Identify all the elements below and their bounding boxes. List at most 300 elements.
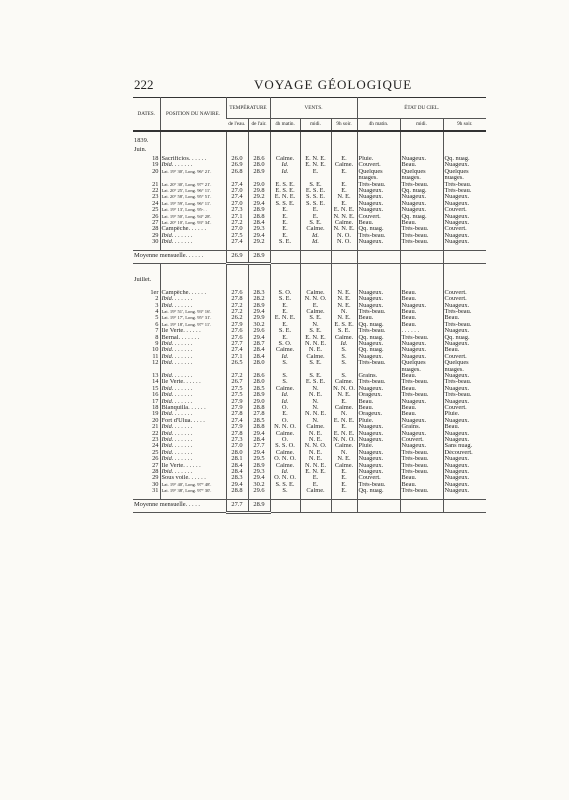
cell-temp-air: 28.5 (248, 386, 270, 392)
cell-sky-noon: Nuageux. (400, 341, 443, 347)
cell-wind-morning: Calme. (270, 347, 300, 353)
cell-wind-morning: S. S. E. (270, 482, 300, 488)
cell-sky-morning: Très-beau. (357, 482, 400, 488)
cell-wind-noon: E. S. E. (300, 379, 331, 385)
cell-sky-noon: Beau. (400, 309, 443, 315)
cell-wind-evening: E. (331, 469, 357, 475)
cell-sky-noon: Nuageux. (400, 399, 443, 405)
cell-temp-water: 28.1 (226, 456, 248, 462)
cell-temp-air: 28.9 (248, 169, 270, 175)
cell-wind-noon: S. S. E. (300, 194, 331, 200)
cell-position: Ibid. . . . . . . (160, 424, 226, 430)
col-vent-midi: midi. (300, 119, 331, 132)
cell-wind-evening: N. E. (331, 194, 357, 200)
cell-wind-noon: N. N. O. (300, 296, 331, 302)
cell-temp-air: 29.0 (248, 399, 270, 405)
cell-sky-morning: Nuageux. (357, 424, 400, 430)
col-temp-eau: de l'eau. (226, 119, 248, 132)
cell-position: Lat. 19° 18', Long. 97° 11'. (160, 322, 226, 328)
cell-wind-evening: S. (331, 354, 357, 360)
cell-sky-evening: Couvert. (443, 296, 486, 302)
cell-date: 28 (152, 469, 159, 476)
cell-temp-air: 28.4 (248, 220, 270, 226)
cell-date: 29 (152, 475, 159, 482)
cell-sky-evening: Nuageux. (443, 418, 486, 424)
cell-sky-morning: Très-beau. (357, 360, 400, 366)
cell-position: Bernal. . . . . . . (160, 335, 226, 341)
cell-wind-morning: E. (270, 322, 300, 328)
cell-sky-noon: Beau. (400, 405, 443, 411)
cell-sky-morning: Très-beau. (357, 182, 400, 188)
cell-sky-morning: Très-beau. (357, 328, 400, 334)
cell-sky-noon: Très-beau. (400, 469, 443, 475)
cell-temp-air: 29.3 (248, 469, 270, 475)
cell-wind-noon: Calme. (300, 488, 331, 494)
cell-sky-noon: Beau. (400, 315, 443, 321)
cell-position: Ibid. . . . . . . (160, 450, 226, 456)
cell-wind-noon: N. E. (300, 392, 331, 398)
cell-temp-air: 28.7 (248, 341, 270, 347)
cell-sky-noon: Nuageux. (400, 354, 443, 360)
cell-temp-water: 27.1 (226, 354, 248, 360)
cell-sky-morning: Nuageux. (357, 386, 400, 392)
cell-sky-morning: Pluie. (357, 443, 400, 449)
cell-wind-noon: Id. (300, 233, 331, 239)
cell-sky-morning: Nuageux. (357, 207, 400, 213)
cell-sky-morning: Beau. (357, 405, 400, 411)
cell-wind-evening: E. (331, 488, 357, 494)
cell-sky-evening: Très-beau. (443, 309, 486, 315)
cell-sky-morning: Beau. (357, 220, 400, 226)
cell-temp-air: 29.4 (248, 201, 270, 207)
cell-wind-noon: N. (300, 418, 331, 424)
cell-wind-evening: E. (331, 482, 357, 488)
cell-sky-evening: Très-beau. (443, 379, 486, 385)
cell-date: 19 (152, 411, 159, 418)
average-label-june: Moyenne mensuelle. . . . . . (133, 250, 226, 263)
cell-sky-evening: Très-beau. (443, 182, 486, 188)
cell-date: 23 (152, 194, 159, 201)
cell-wind-morning: Id. (270, 392, 300, 398)
cell-sky-noon: Beau. (400, 475, 443, 481)
cell-wind-morning: S. O. (270, 341, 300, 347)
average-air-june: 28.9 (248, 250, 270, 263)
cell-temp-water: 27.4 (226, 239, 248, 245)
cell-wind-noon: S. E. (300, 220, 331, 226)
cell-sky-evening: Nuageux. (443, 463, 486, 469)
cell-position: Campêche. . . . . . (160, 290, 226, 296)
cell-date: 15 (152, 385, 159, 392)
cell-sky-evening: Nuageux. (443, 488, 486, 494)
cell-temp-water: 28.4 (226, 463, 248, 469)
cell-temp-water: 26.5 (226, 360, 248, 366)
cell-sky-noon: Beau. (400, 373, 443, 379)
cell-position: Ibid. . . . . . . (160, 354, 226, 360)
average-air-july: 28.9 (248, 499, 270, 512)
average-label-july: Moyenne mensuelle. . . . . (133, 499, 226, 512)
cell-sky-noon: . . . . . . (400, 328, 443, 334)
cell-wind-evening: E. N. E. (331, 418, 357, 424)
cell-position: Ibid. . . . . . . (160, 392, 226, 398)
cell-date: 28 (152, 226, 159, 233)
cell-temp-water: 27.0 (226, 201, 248, 207)
cell-wind-evening: E. (331, 156, 357, 162)
cell-temp-air: 29.4 (248, 335, 270, 341)
cell-sky-noon: Beau. (400, 162, 443, 168)
cell-wind-morning: Id. (270, 162, 300, 168)
cell-sky-evening: Nuageux. (443, 469, 486, 475)
cell-sky-morning: Très-beau. (357, 379, 400, 385)
cell-wind-morning: E. (270, 233, 300, 239)
cell-temp-water: 27.0 (226, 443, 248, 449)
cell-sky-morning: Nuageux. (357, 239, 400, 245)
cell-wind-evening: S. (331, 360, 357, 366)
cell-wind-morning: Id. (270, 399, 300, 405)
cell-temp-water: 27.7 (226, 341, 248, 347)
cell-sky-morning: Nuageux. (357, 354, 400, 360)
cell-wind-morning: E. (270, 226, 300, 232)
cell-wind-morning: Id. (270, 469, 300, 475)
cell-wind-evening: E. N. E. (331, 207, 357, 213)
col-etat-ciel: ÉTAT DU CIEL. (357, 98, 486, 119)
cell-sky-morning: Nuageux. (357, 437, 400, 443)
cell-temp-water: 27.5 (226, 392, 248, 398)
cell-sky-morning: Grains. (357, 373, 400, 379)
cell-wind-noon: E. N. E. (300, 335, 331, 341)
running-title: VOYAGE GÉOLOGIQUE (254, 77, 413, 92)
cell-sky-evening: Couvert. (443, 290, 486, 296)
cell-sky-noon: Très-beau. (400, 488, 443, 494)
cell-wind-noon: E. (300, 207, 331, 213)
cell-wind-noon: N. N. O. (300, 443, 331, 449)
cell-position: Fort d'Ulua. . . . . (160, 418, 226, 424)
cell-position: Ibid. . . . . . . (160, 437, 226, 443)
cell-wind-evening: E. (331, 201, 357, 207)
cell-wind-evening: N. (331, 309, 357, 315)
cell-temp-air: 29.6 (248, 488, 270, 494)
cell-wind-noon: E. (300, 303, 331, 309)
cell-sky-evening: Qq. nuag. (443, 156, 486, 162)
cell-position: Ile Verte. . . . . . (160, 379, 226, 385)
cell-temp-water: 26.9 (226, 162, 248, 168)
cell-wind-noon: Calme. (300, 290, 331, 296)
cell-wind-evening: N. N. E. (331, 214, 357, 220)
cell-position: Ibid. . . . . . . (160, 233, 226, 239)
cell-wind-evening: Calme. (331, 335, 357, 341)
june-section (133, 131, 486, 246)
cell-temp-water: 27.2 (226, 303, 248, 309)
cell-sky-evening: Nuageux. (443, 303, 486, 309)
cell-temp-air: 28.8 (248, 424, 270, 430)
cell-temp-water: 27.3 (226, 437, 248, 443)
cell-sky-morning: Nuageux. (357, 469, 400, 475)
cell-temp-water: 27.9 (226, 405, 248, 411)
cell-sky-morning: Nuageux. (357, 450, 400, 456)
cell-temp-air: 29.4 (248, 233, 270, 239)
cell-date: 5 (155, 315, 159, 322)
cell-date: 26 (152, 213, 159, 220)
cell-sky-noon: Très-beau. (400, 239, 443, 245)
cell-wind-noon: S. E. (300, 373, 331, 379)
cell-temp-air: 28.9 (248, 303, 270, 309)
cell-sky-noon: Nuageux. (400, 201, 443, 207)
cell-sky-noon: Beau. (400, 386, 443, 392)
cell-temp-water: 27.9 (226, 424, 248, 430)
cell-wind-evening: N. O. (331, 233, 357, 239)
cell-position: Ibid. . . . . . . (160, 341, 226, 347)
cell-wind-noon: E. N. E. (300, 162, 331, 168)
cell-temp-water: 27.4 (226, 182, 248, 188)
cell-temp-water: 26.8 (226, 169, 248, 175)
cell-sky-morning: Couvert. (357, 162, 400, 168)
cell-temp-water: 27.2 (226, 309, 248, 315)
cell-sky-evening: Nuageux. (443, 341, 486, 347)
cell-sky-noon: Quelques (400, 360, 443, 366)
cell-wind-morning: Calme. (270, 386, 300, 392)
cell-sky-noon: Nuageux. (400, 431, 443, 437)
cell-wind-noon: N. N. E. (300, 341, 331, 347)
cell-wind-evening: S. E. (331, 328, 357, 334)
cell-sky-noon: Quelques (400, 169, 443, 175)
cell-sky-noon: Couvert. (400, 437, 443, 443)
average-water-june: 26.9 (226, 250, 248, 263)
cell-temp-air: 29.4 (248, 450, 270, 456)
cell-temp-water: 28.3 (226, 475, 248, 481)
cell-date: 21 (152, 424, 159, 431)
cell-date: 11 (152, 353, 159, 360)
cell-sky-noon: Nuageux. (400, 194, 443, 200)
cell-position: Ibid. . . . . . . (160, 456, 226, 462)
cell-temp-water: 27.9 (226, 322, 248, 328)
cell-wind-morning: E. (270, 411, 300, 417)
cell-wind-noon: E. (300, 482, 331, 488)
cell-temp-air: 28.4 (248, 354, 270, 360)
cell-sky-evening: Nuageux. (443, 328, 486, 334)
cell-temp-water: 27.8 (226, 296, 248, 302)
cell-wind-evening: N. E. (331, 303, 357, 309)
cell-sky-evening: Beau. (443, 424, 486, 430)
cell-date: 20 (152, 168, 159, 175)
cell-wind-morning: Id. (270, 354, 300, 360)
cell-wind-noon: E. N. E. (300, 469, 331, 475)
cell-wind-evening: E. (331, 188, 357, 194)
cell-temp-water: 27.6 (226, 328, 248, 334)
cell-sky-noon: Très-beau. (400, 392, 443, 398)
cell-wind-morning: Calme. (270, 156, 300, 162)
col-temp-air: de l'air. (248, 119, 270, 132)
cell-date: 17 (152, 398, 159, 405)
page-header (134, 77, 484, 91)
cell-sky-morning: Nuageux. (357, 296, 400, 302)
col-ciel-soir: 9h soir. (443, 119, 486, 132)
cell-temp-water: 27.4 (226, 418, 248, 424)
cell-wind-evening: N. O. (331, 239, 357, 245)
cell-date: 8 (155, 334, 159, 341)
cell-wind-evening: N. (331, 450, 357, 456)
cell-wind-morning: O. (270, 437, 300, 443)
cell-wind-morning: Calme. (270, 450, 300, 456)
cell-sky-morning: Très-beau. (357, 233, 400, 239)
cell-wind-evening: E. (331, 424, 357, 430)
cell-temp-water: 28.0 (226, 450, 248, 456)
cell-temp-water: 28.4 (226, 469, 248, 475)
meteorological-table (133, 97, 486, 514)
cell-date: 22 (152, 188, 159, 195)
cell-temp-air: 29.6 (248, 328, 270, 334)
cell-sky-noon: Beau. (400, 290, 443, 296)
cell-wind-morning: S. (270, 373, 300, 379)
cell-temp-air: 28.9 (248, 392, 270, 398)
cell-sky-evening: Nuageux. (443, 162, 486, 168)
cell-wind-evening: Calme. (331, 220, 357, 226)
cell-wind-evening: N. E. (331, 290, 357, 296)
cell-position: Ibid. . . . . . . (160, 469, 226, 475)
cell-date: 24 (152, 200, 159, 207)
cell-temp-air: 28.0 (248, 162, 270, 168)
cell-wind-noon: N. (300, 399, 331, 405)
cell-position: Ibid. . . . . . . (160, 360, 226, 366)
cell-wind-evening: Id. (331, 341, 357, 347)
cell-date: 26 (152, 456, 159, 463)
cell-wind-morning: S. E. (270, 239, 300, 245)
cell-sky-noon: Très-beau. (400, 450, 443, 456)
cell-sky-morning: Nuageux. (357, 456, 400, 462)
cell-position: Ibid. . . . . . . (160, 162, 226, 168)
cell-sky-noon: Très-beau. (400, 456, 443, 462)
cell-wind-noon: N. E. (300, 347, 331, 353)
cell-wind-evening: Calme. (331, 162, 357, 168)
cell-position: Campêche. . . . . . (160, 226, 226, 232)
cell-temp-air: 27.8 (248, 411, 270, 417)
cell-temp-water: 27.8 (226, 431, 248, 437)
cell-sky-morning: Quelques (357, 169, 400, 175)
cell-sky-noon: Très-beau. (400, 233, 443, 239)
cell-sky-noon: Beau. (400, 411, 443, 417)
cell-wind-evening: E. (331, 182, 357, 188)
cell-position: Lat. 20° 30', Long. 97° 21'. (160, 182, 226, 188)
cell-date: 13 (152, 372, 159, 379)
cell-sky-morning: Pluie. (357, 156, 400, 162)
cell-position: Ile Verte. . . . . . (160, 463, 226, 469)
cell-date: 14 (152, 379, 159, 386)
cell-sky-evening: Très-beau. (443, 322, 486, 328)
cell-sky-evening: Couvert. (443, 405, 486, 411)
cell-sky-noon: Très-beau. (400, 335, 443, 341)
cell-date: 21 (152, 181, 159, 188)
cell-temp-air: 29.2 (248, 194, 270, 200)
cell-date: 4 (155, 308, 159, 315)
cell-date: 2 (155, 296, 159, 303)
cell-sky-morning: Nuageux. (357, 201, 400, 207)
cell-wind-evening: S. (331, 347, 357, 353)
cell-position: Sous voile. . . . . . (160, 475, 226, 481)
cell-temp-water: 27.8 (226, 411, 248, 417)
cell-sky-noon: Nuageux. (400, 347, 443, 353)
cell-sky-morning: Nuageux. (357, 290, 400, 296)
cell-wind-morning: S. (270, 360, 300, 366)
cell-date: 22 (152, 430, 159, 437)
cell-position: Lat. 19° 13', Long. 95-. . (160, 207, 226, 213)
cell-sky-evening: Quelques (443, 360, 486, 366)
cell-wind-morning: E. (270, 220, 300, 226)
cell-date: 10 (152, 347, 159, 354)
cell-position: Ibid. . . . . . . (160, 411, 226, 417)
cell-wind-noon: N. (300, 386, 331, 392)
cell-position: Lat. 19° 40', Long. 97° 48'. (160, 482, 226, 488)
average-water-july: 27.7 (226, 499, 248, 512)
cell-wind-noon: S. E. (300, 182, 331, 188)
cell-sky-evening: nuages. (443, 175, 486, 181)
cell-wind-evening: Calme. (331, 443, 357, 449)
cell-temp-water: 27.1 (226, 214, 248, 220)
cell-sky-evening: Nuageux. (443, 482, 486, 488)
cell-wind-morning: O. (270, 418, 300, 424)
cell-sky-noon: Beau. (400, 296, 443, 302)
cell-wind-noon: E. (300, 169, 331, 175)
cell-sky-morning: Nuageux. (357, 341, 400, 347)
cell-position: Ibid. . . . . . . (160, 399, 226, 405)
cell-sky-morning: Qq. nuag. (357, 488, 400, 494)
cell-sky-morning: Nuageux. (357, 188, 400, 194)
cell-wind-evening: E. S. E. (331, 322, 357, 328)
cell-position: Lat. 19° 30', Long. 96° 21'. (160, 169, 226, 175)
cell-wind-noon: S. E. (300, 360, 331, 366)
cell-wind-evening: E. (331, 475, 357, 481)
cell-wind-evening: N. N. O. (331, 437, 357, 443)
cell-temp-water: 27.2 (226, 373, 248, 379)
col-ciel-midi: midi. (400, 119, 443, 132)
col-position: POSITION DU NAVIRE. (160, 98, 226, 132)
cell-temp-air: 30.2 (248, 482, 270, 488)
cell-sky-noon: Nuageux. (400, 156, 443, 162)
cell-sky-noon: Nuageux. (400, 303, 443, 309)
cell-wind-morning: S. (270, 379, 300, 385)
cell-sky-evening: Nuageux. (443, 386, 486, 392)
cell-sky-morning: Pluie. (357, 418, 400, 424)
cell-wind-noon: N. N. E. (300, 411, 331, 417)
cell-position: Ibid. . . . . . . (160, 239, 226, 245)
cell-temp-water: 27.2 (226, 220, 248, 226)
cell-sky-noon: nuages. (400, 367, 443, 373)
cell-sky-evening: Nuageux. (443, 437, 486, 443)
page-number: 222 (134, 77, 154, 92)
cell-temp-air: 28.8 (248, 214, 270, 220)
cell-wind-morning: Calme. (270, 463, 300, 469)
cell-sky-evening: Quelques (443, 169, 486, 175)
cell-position: Lat. 19° 38', Long. 97° 30'. (160, 488, 226, 494)
cell-temp-air: 28.9 (248, 463, 270, 469)
cell-wind-morning: S. E. (270, 328, 300, 334)
cell-wind-evening: Calme. (331, 405, 357, 411)
cell-position: Ibid. . . . . . . (160, 443, 226, 449)
cell-date: 12 (152, 360, 159, 367)
cell-wind-morning: O. N. O. (270, 475, 300, 481)
cell-wind-evening: N. E. (331, 296, 357, 302)
cell-sky-noon: Qq. nuag. (400, 188, 443, 194)
cell-position: Lat. 19° 59', Long. 96° 11'. (160, 201, 226, 207)
cell-position: Ile Verte. . . . . . (160, 328, 226, 334)
cell-wind-morning: S. E. (270, 296, 300, 302)
cell-wind-noon: E. N. E. (300, 156, 331, 162)
cell-wind-evening: Calme. (331, 379, 357, 385)
cell-date: 31 (152, 488, 159, 495)
cell-date: 30 (152, 239, 159, 246)
cell-sky-morning: Beau. (357, 315, 400, 321)
cell-wind-noon: Calme. (300, 424, 331, 430)
cell-sky-noon: Très-beau. (400, 379, 443, 385)
cell-date: 18 (152, 156, 159, 162)
cell-temp-water: 27.5 (226, 233, 248, 239)
